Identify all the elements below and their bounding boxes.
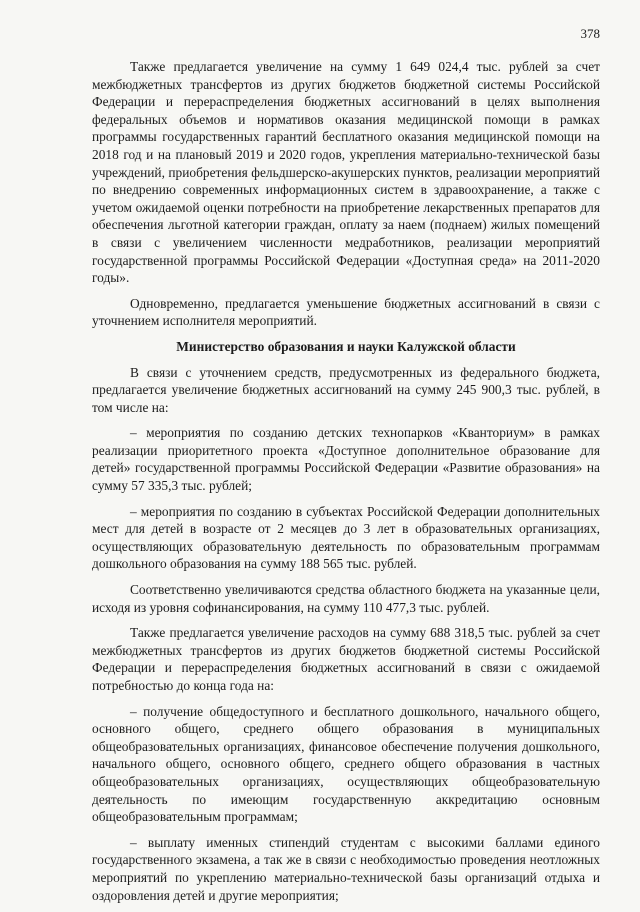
list-item: – получение общедоступного и бесплатного дошкольного, начального общего, основного общего, среднего общего образования в муниципальных общеобразовательных организациях, финансовое обеспечение получения дошкольного, начального общего, основного общего, среднего общего образования в частных общеобразовательных организациях, осуществляющих общеобразовательную деятельность по имеющим государственную аккредитацию основным общеобразовательным программам; — [92, 703, 600, 825]
list-item: – выплату именных стипендий студентам с высокими баллами единого государственного экзамена, а так же в связи с необходимостью проведения неотложных мероприятий по укреплению материально-технической базы организаций отдыха и оздоровления детей и другие мероприятия; — [92, 834, 600, 903]
paragraph: Также предлагается увеличение расходов на сумму 688 318,5 тыс. рублей за счет межбюджетных трансфертов из других бюджетов бюджетной системы Российской Федерации и перераспределения бюджетных ассигнований в связи с ожидаемой потребностью до конца года на: — [92, 625, 600, 693]
list-item: – мероприятия по созданию в субъектах Российской Федерации дополнительных мест для детей в возрасте от 2 месяцев до 3 лет в образовательных организациях, осуществляющих образовательную деятельность по образовательным программам дошкольного образования на сумму 188 565 тыс. рублей. — [92, 503, 600, 572]
paragraph: В связи с уточнением средств, предусмотренных из федерального бюджета, предлагается увеличение бюджетных ассигнований на сумму 245 900,3 тыс. рублей, в том числе на: — [92, 364, 600, 415]
section-heading: Министерство образования и науки Калужской области — [176, 338, 516, 354]
list-item: – мероприятия по созданию детских технопарков «Кванториум» в рамках реализации приоритетного проекта «Доступное дополнительное образование для детей» государственной программы Российской Федерации «Развитие образования» на сумму 57 335,3 тыс. рублей; — [92, 425, 600, 494]
paragraph: Одновременно, предлагается уменьшение бюджетных ассигнований в связи с уточнением исполнителя мероприятий. — [92, 295, 600, 329]
page-number: 378 — [580, 26, 600, 41]
paragraph: Соответственно увеличиваются средства областного бюджета на указанные цели, исходя из уровня софинансирования, на сумму 110 477,3 тыс. рублей. — [92, 582, 600, 615]
document-body — [92, 58, 600, 912]
paragraph: Также предлагается увеличение на сумму 1 649 024,4 тыс. рублей за счет межбюджетных трансфертов из других бюджетов бюджетной системы Российской Федерации и перераспределения бюджетных ассигнований в целях выполнения федеральных объемов и нормативов оказания медицинской помощи в рамках программы государственных гарантий бесплатного оказания медицинской помощи на 2018 год и на плановый 2019 и 2020 годов, укрепления материально-технической базы учреждений, приобретения фельдшерско-акушерских пунктов, реализации мероприятий по внедрению современных информационных систем в здравоохранение, а также с учетом ожидаемой оценки потребности на приобретение лекарственных препаратов для обеспечения льготной категории граждан, оплату за наем (поднаем) жилых помещений в связи с увеличением численности медработников, реализации мероприятий государственной программы Российской Федерации «Доступная среда» на 2011-2020 годы». — [92, 59, 600, 286]
